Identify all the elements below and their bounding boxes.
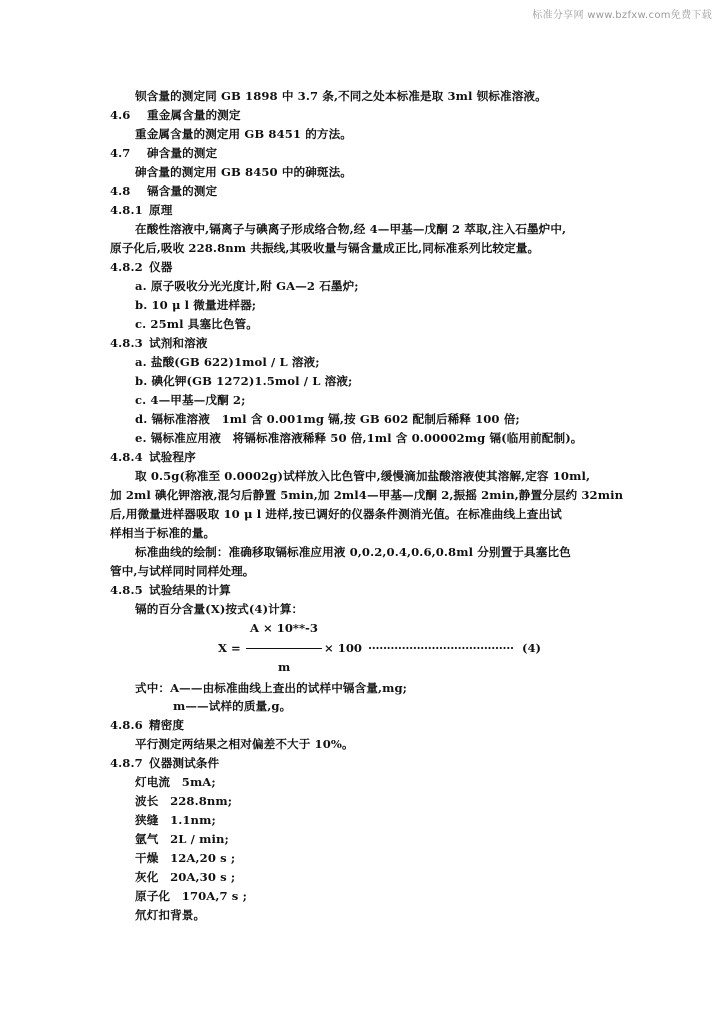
section-title: 试验程序 (149, 450, 196, 464)
watermark-text: 标准分享网 www.bzfxw.com免费下载 (532, 10, 712, 21)
section-title: 仪器测试条件 (149, 756, 220, 770)
heading-4-8-3 (110, 336, 207, 350)
formula-equation-number: (4) (522, 641, 542, 655)
section-number: 4.8.7 (110, 756, 143, 770)
paragraph-calibration-1: 标准曲线的绘制：准确移取镉标准应用液 0,0.2,0.4,0.6,0.8ml 分别置于具塞比色 (135, 545, 571, 559)
paragraph-heavy-metals: 重金属含量的测定用 GB 8451 的方法。 (135, 127, 352, 141)
section-number: 4.8.4 (110, 450, 143, 464)
paragraph-calibration-2: 管中,与试样同时同样处理。 (110, 564, 255, 578)
list-item-instrument-b: b. 10 μ l 微量进样器; (135, 298, 257, 312)
paragraph-principle-2: 原子化后,吸收 228.8nm 共振线,其吸收量与镉含量成正比,同标准系列比较定量。 (110, 241, 540, 255)
section-title: 试验结果的计算 (149, 583, 231, 597)
section-title: 原理 (149, 203, 173, 217)
condition-atomization: 原子化 170A,7 s ; (135, 889, 247, 903)
heading-4-8-7 (110, 756, 219, 770)
formula-leader-dots: ······································· (368, 641, 514, 655)
condition-ashing: 灰化 20A,30 s ; (135, 870, 236, 884)
section-title: 精密度 (149, 718, 185, 732)
heading-4-8 (110, 184, 217, 198)
paragraph-principle-1: 在酸性溶液中,镉离子与碘离子形成络合物,经 4—甲基—戊酮 2 萃取,注入石墨炉中, (135, 222, 567, 236)
list-item-reagent-d: d. 镉标准溶液 1ml 含 0.001mg 镉,按 GB 602 配制后稀释 100 倍; (135, 412, 520, 426)
paragraph-procedure-2: 加 2ml 碘化钾溶液,混匀后静置 5min,加 2ml4—甲基—戊酮 2,振摇 2min,静置分层约 32min (110, 488, 624, 502)
condition-drying: 干燥 12A,20 s ; (135, 851, 236, 865)
condition-background: 氘灯扣背景。 (135, 908, 206, 922)
formula-lhs: X = (218, 641, 241, 655)
heading-4-7 (110, 146, 217, 160)
paragraph-arsenic: 砷含量的测定用 GB 8450 中的砷斑法。 (135, 165, 352, 179)
heading-4-6 (110, 108, 241, 122)
section-number: 4.8.5 (110, 583, 143, 597)
list-item-reagent-b: b. 碘化钾(GB 1272)1.5mol / L 溶液; (135, 374, 353, 388)
paragraph-procedure-3: 后,用微量进样器吸取 10 μ l 进样,按已调好的仪器条件测消光值。在标准曲线上查出试 (110, 507, 562, 521)
section-number: 4.8.6 (110, 718, 143, 732)
paragraph-procedure-4: 样相当于标准的量。 (110, 526, 216, 540)
condition-argon: 氩气 2L / min; (135, 832, 229, 846)
section-number: 4.8.3 (110, 336, 143, 350)
list-item-instrument-c: c. 25ml 具塞比色管。 (135, 317, 258, 331)
section-title: 镉含量的测定 (147, 184, 218, 198)
heading-4-8-2 (110, 260, 172, 274)
heading-4-8-4 (110, 450, 196, 464)
condition-wavelength: 波长 228.8nm; (135, 794, 233, 808)
list-item-instrument-a: a. 原子吸收分光光度计,附 GA—2 石墨炉; (135, 279, 359, 293)
formula-legend-a: 式中：A——由标准曲线上查出的试样中镉含量,mg; (135, 681, 408, 695)
section-number: 4.7 (110, 146, 131, 160)
paragraph-barium: 钡含量的测定同 GB 1898 中 3.7 条,不同之处本标准是取 3ml 钡标准溶液。 (135, 89, 547, 103)
paragraph-procedure-1: 取 0.5g(称准至 0.0002g)试样放入比色管中,缓慢滴加盐酸溶液使其溶解,定容 10ml, (135, 469, 591, 483)
section-number: 4.8 (110, 184, 131, 198)
section-number: 4.6 (110, 108, 131, 122)
heading-4-8-6 (110, 718, 184, 732)
list-item-reagent-e: e. 镉标准应用液 将镉标准溶液稀释 50 倍,1ml 含 0.00002mg 镉(临用前配制)。 (135, 431, 583, 445)
list-item-reagent-c: c. 4—甲基—戊酮 2; (135, 393, 246, 407)
condition-lamp-current: 灯电流 5mA; (135, 775, 216, 789)
section-number: 4.8.1 (110, 203, 143, 217)
formula-multiplier: × 100 (324, 641, 362, 655)
paragraph-calculation: 镉的百分含量(X)按式(4)计算： (135, 602, 304, 616)
condition-slit: 狭缝 1.1nm; (135, 813, 216, 827)
formula-fraction-bar (246, 648, 322, 649)
heading-4-8-5 (110, 583, 231, 597)
section-number: 4.8.2 (110, 260, 143, 274)
formula-numerator: A × 10**-3 (250, 621, 318, 635)
heading-4-8-1 (110, 203, 172, 217)
list-item-reagent-a: a. 盐酸(GB 622)1mol / L 溶液; (135, 355, 320, 369)
formula-legend-m: m——试样的质量,g。 (173, 699, 292, 713)
section-title: 重金属含量的测定 (147, 108, 241, 122)
section-title: 砷含量的测定 (147, 146, 218, 160)
paragraph-precision: 平行测定两结果之相对偏差不大于 10%。 (135, 737, 354, 751)
formula-denominator: m (278, 660, 291, 674)
section-title: 仪器 (149, 260, 173, 274)
section-title: 试剂和溶液 (149, 336, 208, 350)
